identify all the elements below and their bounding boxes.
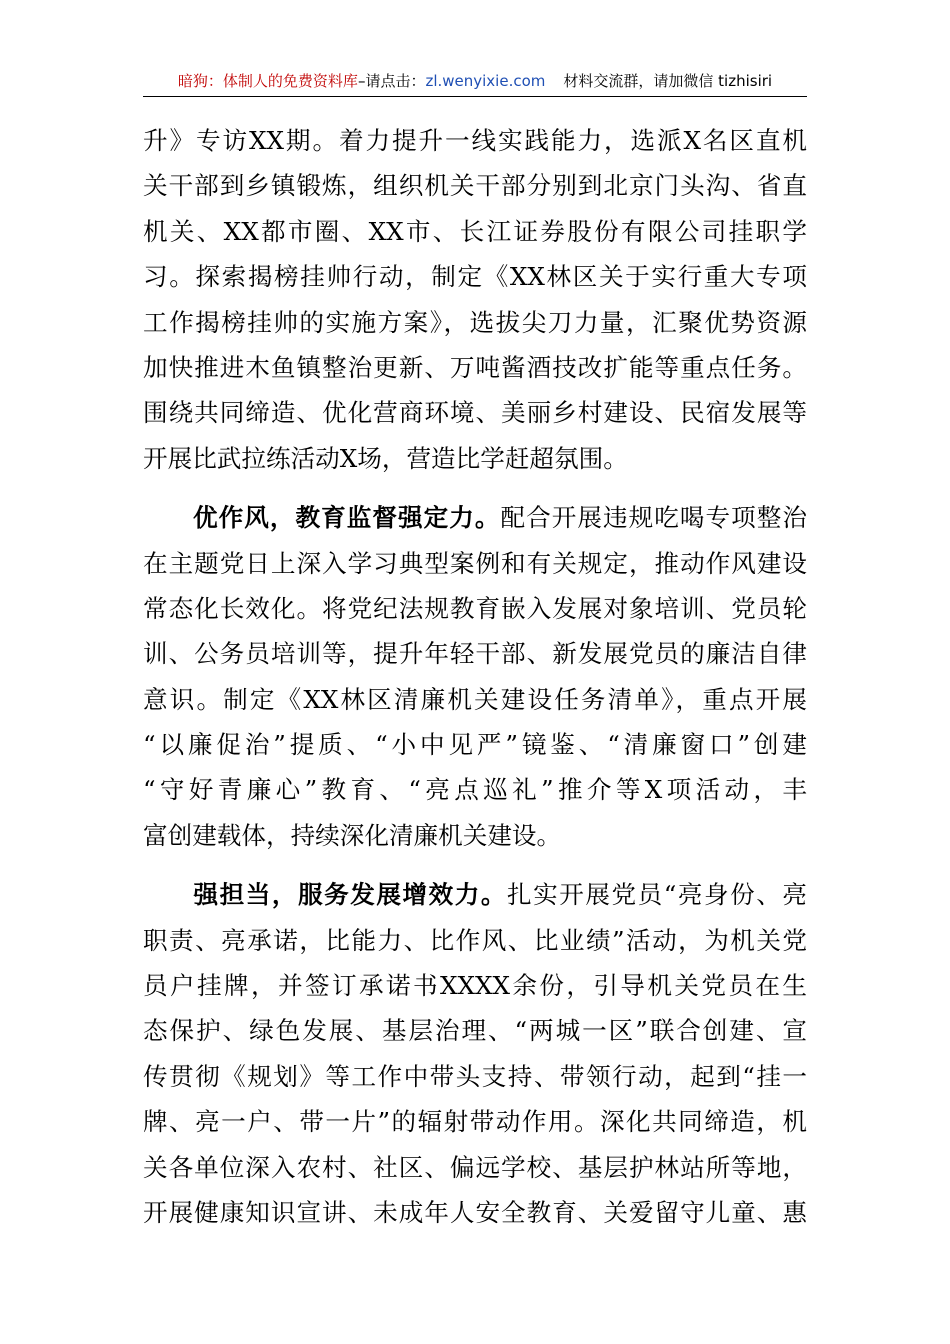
text-line: 工作揭榜挂帅的实施方案》，选拔尖刀力量，汇聚优势资源 (143, 307, 807, 337)
text-line: 意识。制定《XX林区清廉机关建设任务清单》，重点开展 (143, 684, 807, 714)
text-line: 在主题党日上深入学习典型案例和有关规定，推动作风建设 (143, 548, 807, 578)
text-line: 开展比武拉练活动X场，营造比学赶超氛围。 (143, 443, 628, 473)
text-line: 常态化长效化。将党纪法规教育嵌入发展对象培训、党员轮 (143, 593, 807, 623)
text-line: 围绕共同缔造、优化营商环境、美丽乡村建设、民宿发展等 (143, 398, 807, 428)
text-line: 职责、亮承诺，比能力、比作风、比业绩”活动，为机关党 (143, 925, 807, 955)
text-line: 关各单位深入农村、社区、偏远学校、基层护林站所等地， (143, 1152, 807, 1182)
header-link[interactable]: zl.wenyixie.com (425, 72, 546, 90)
paragraph (143, 495, 807, 858)
header-wechat-note: 材料交流群，请加微信 tizhisiri (563, 72, 773, 90)
paragraph-first-line (143, 495, 807, 540)
header-click-prompt: –请点击： (357, 72, 426, 90)
header-site-name: 暗狗：体制人的免费资料库 (177, 72, 358, 90)
text-line: 传贯彻《规划》等工作中带头支持、带领行动，起到“挂一 (143, 1061, 807, 1091)
text-line: “守好青廉心”教育、“亮点巡礼”推介等X项活动，丰 (143, 775, 807, 805)
text-line: 富创建载体，持续深化清廉机关建设。 (143, 820, 562, 850)
paragraph (143, 118, 807, 481)
text-line: 关干部到乡镇锻炼，组织机关干部分别到北京门头沟、省直 (143, 171, 807, 201)
paragraph-heading: 强担当，服务发展增效力。 (192, 880, 508, 910)
text-line: 加快推进木鱼镇整治更新、万吨酱酒技改扩能等重点任务。 (143, 352, 807, 382)
text-line: 员户挂牌，并签订承诺书XXXX余份，引导机关党员在生 (143, 971, 807, 1001)
paragraph-first-line (143, 872, 807, 917)
paragraph (143, 872, 807, 1235)
text-line: 机关、XX都市圈、XX市、长江证券股份有限公司挂职学 (143, 216, 807, 246)
text-line: 牌、亮一户、带一片”的辐射带动作用。深化共同缔造，机 (143, 1107, 807, 1137)
document-body (143, 118, 807, 1235)
paragraph-first-line-text: 扎实开展党员“亮身份、亮 (507, 880, 807, 910)
text-line: 习。探索揭榜挂帅行动，制定《XX林区关于实行重大专项 (143, 262, 807, 292)
text-line: 升》专访XX期。着力提升一线实践能力，选派X名区直机 (143, 126, 807, 155)
page-header (143, 66, 807, 97)
text-line: “以廉促治”提质、“小中见严”镜鉴、“清廉窗口”创建 (143, 730, 807, 760)
text-line: 开展健康知识宣讲、未成年人安全教育、关爱留守儿童、惠 (143, 1197, 807, 1227)
text-line: 训、公务员培训等，提升年轻干部、新发展党员的廉洁自律 (143, 639, 807, 669)
paragraph-heading: 优作风，教育监督强定力。 (192, 503, 501, 533)
text-line: 态保护、绿色发展、基层治理、“两城一区”联合创建、宣 (143, 1016, 807, 1046)
paragraph-first-line-text: 配合开展违规吃喝专项整治 (500, 503, 807, 533)
